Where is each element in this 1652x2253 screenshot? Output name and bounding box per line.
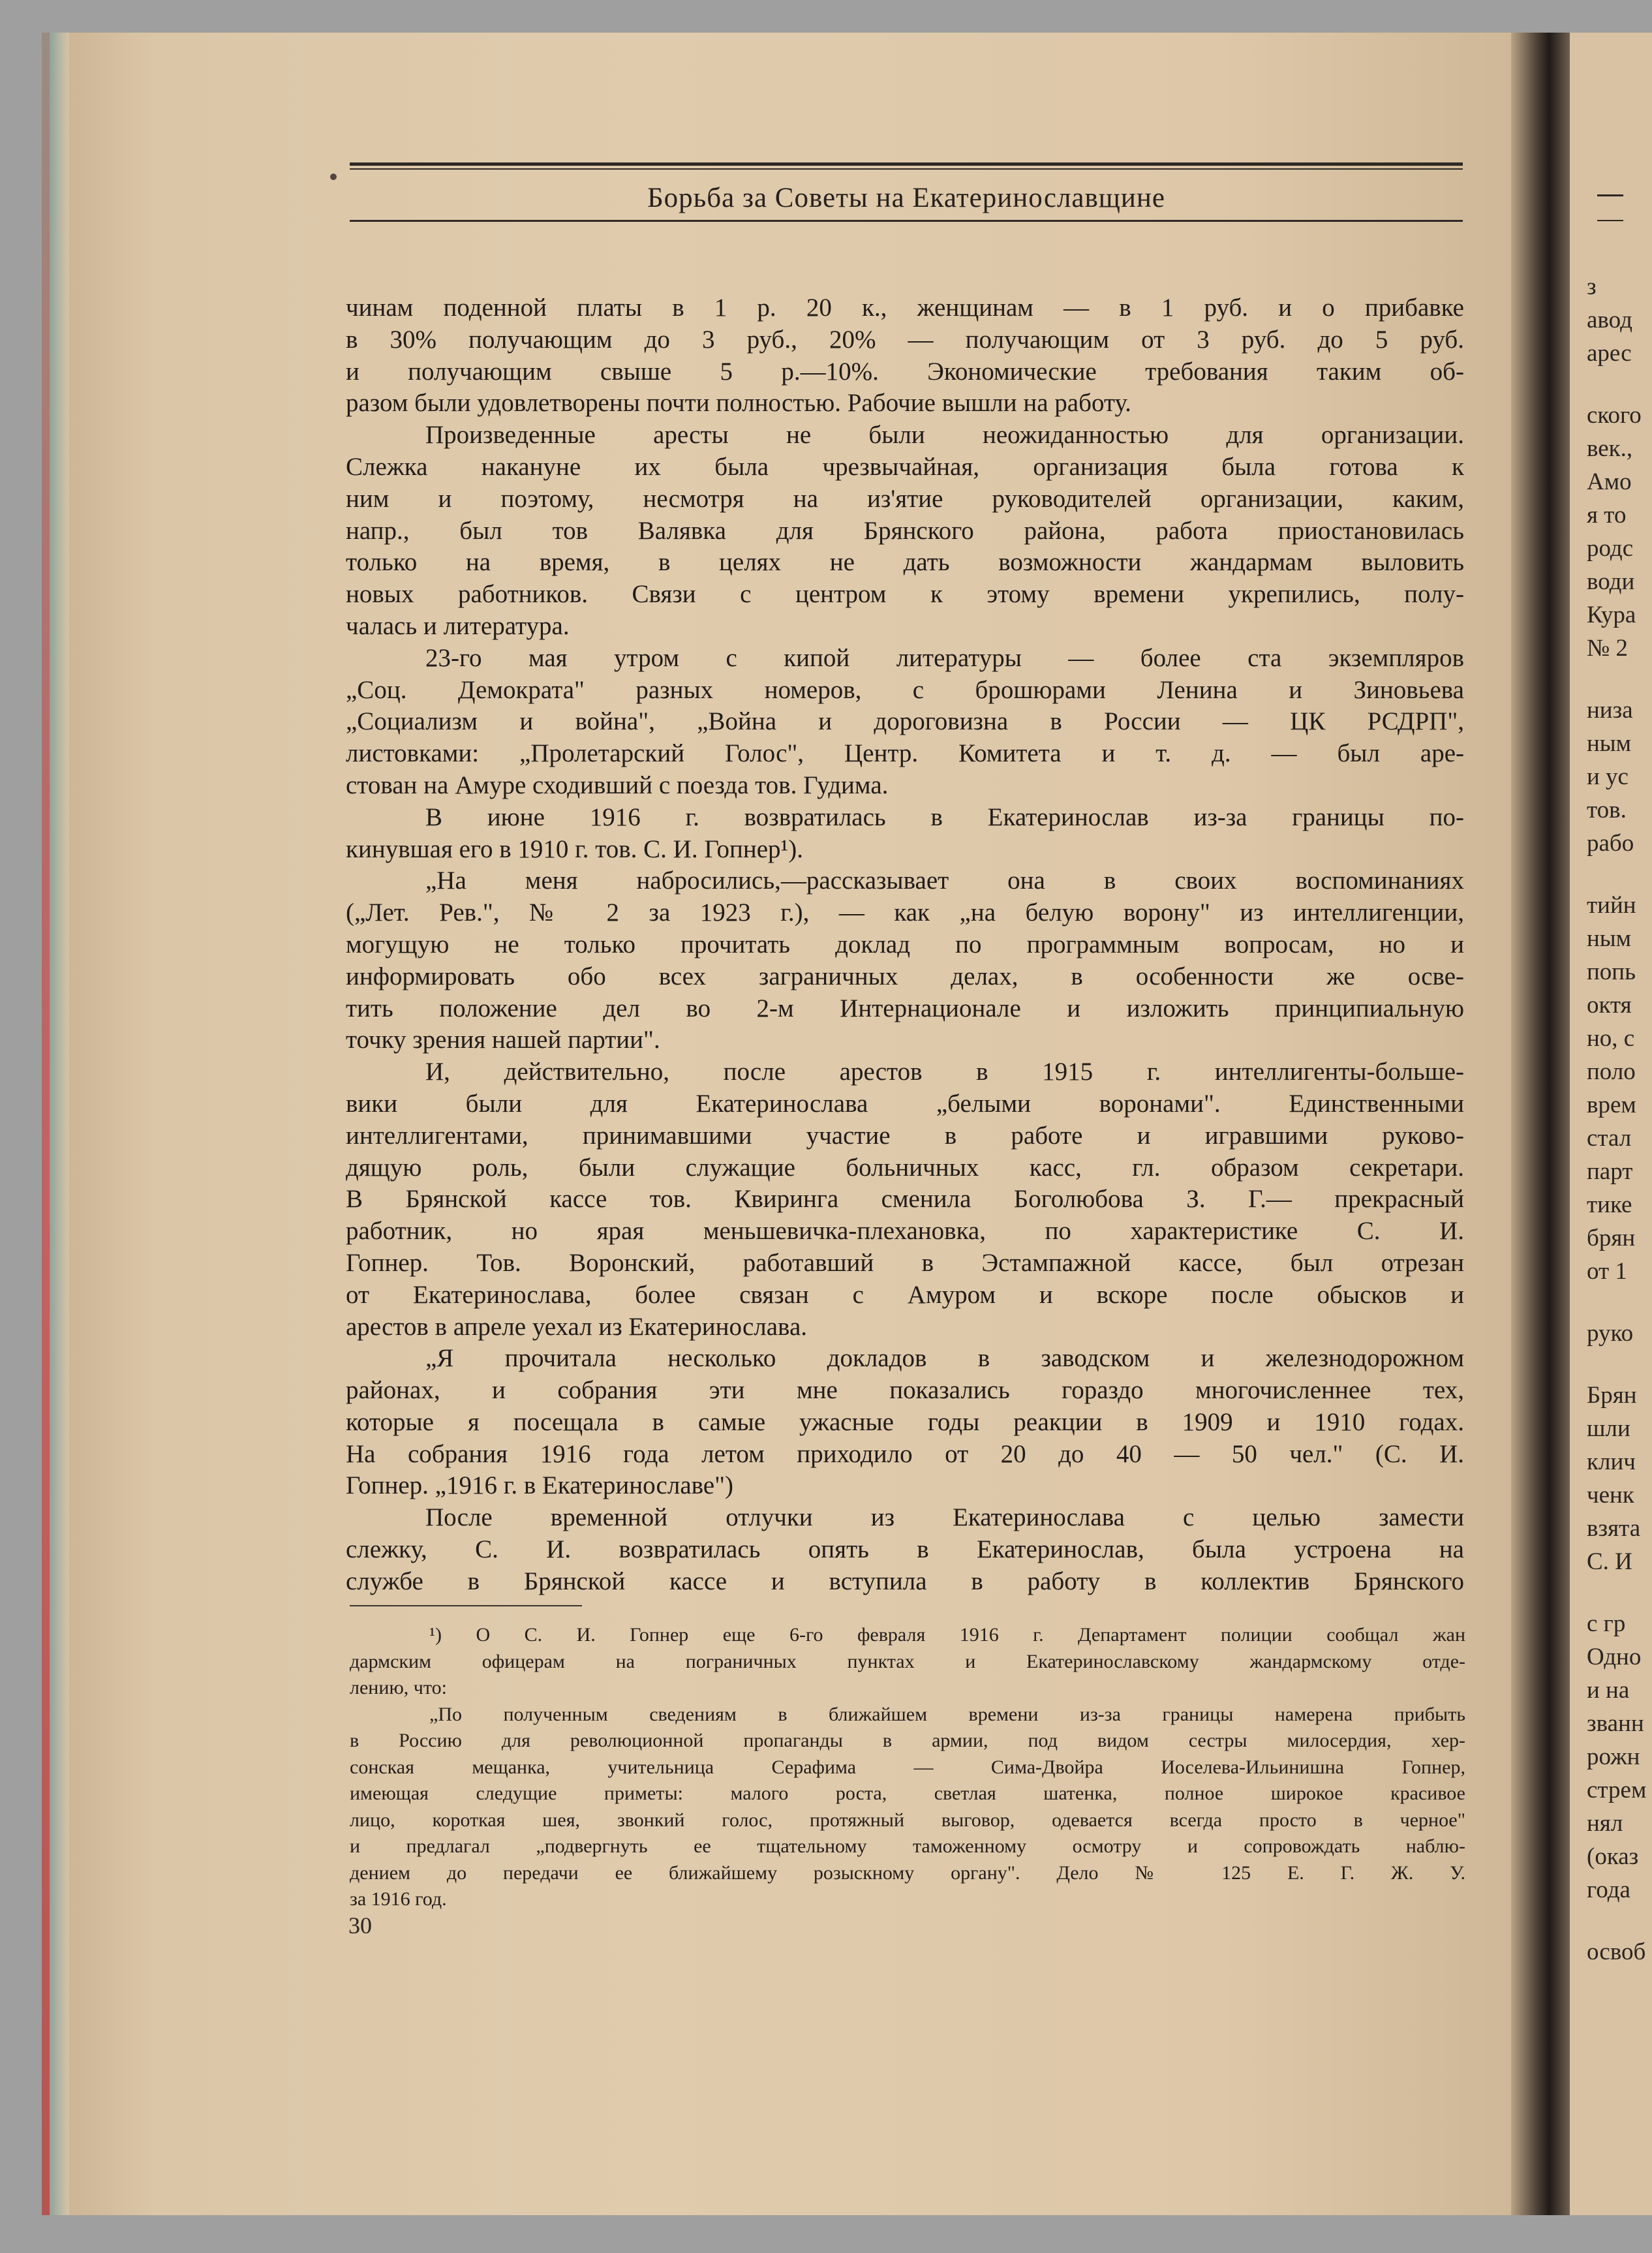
next-page-fragment: води [1587, 568, 1635, 595]
next-page-fragment: рабо [1587, 830, 1634, 857]
next-page-fragment: стрем [1587, 1777, 1647, 1803]
next-page-fragment: попь [1587, 958, 1636, 985]
text-line: от Екатеринослава, более связан с Амуром и вскоре после обысков и [346, 1280, 1464, 1309]
text-line: Произведенные аресты не были неожиданностью для организации. [425, 421, 1464, 450]
text-line: информировать обо всех заграничных делах, в особенности же осве- [346, 962, 1464, 990]
text-line: ним и поэтому, несмотря на из'ятие руководителей организации, каким, [346, 484, 1464, 513]
next-page-fragment: ным [1587, 925, 1632, 952]
next-page-fragment: октя [1587, 992, 1632, 1019]
text-line: только на время, в целях не дать возможности жандармам выловить [346, 548, 1464, 577]
next-page-fragment: ным [1587, 730, 1632, 757]
next-page-fragment: тике [1587, 1191, 1632, 1218]
next-page-fragment: рожн [1587, 1743, 1640, 1770]
next-page-fragment: тов. [1587, 797, 1627, 823]
header-rule-bottom [350, 220, 1463, 222]
next-page-fragment: (оказ [1587, 1843, 1639, 1870]
next-page-fragment: нял [1587, 1810, 1623, 1837]
text-line: „На меня набросились,—рассказывает она в своих воспоминаниях [425, 866, 1464, 895]
footnote-divider [350, 1605, 582, 1606]
page-edge-shadow [50, 33, 69, 2215]
text-line: Слежка накануне их была чрезвычайная, организация была готова к [346, 452, 1464, 481]
text-line: напр., был тов Валявка для Брянского района, работа приостановилась [346, 516, 1464, 545]
page-number: 30 [348, 1912, 372, 1939]
next-page-fragment: освоб [1587, 1939, 1646, 1965]
next-page-fragment: стал [1587, 1125, 1632, 1152]
next-page-fragment: но, с [1587, 1025, 1635, 1052]
text-line: 23-го мая утром с кипой литературы — более ста экземпляров [425, 643, 1464, 672]
footnote-line: лицо, короткая шея, звонкий голос, протяжный выговор, одевается всегда просто в черное" [350, 1809, 1465, 1831]
main-text [346, 292, 1464, 1598]
text-line: Гопнер. Тов. Воронский, работавший в Эстампажной кассе, был отрезан [346, 1248, 1464, 1277]
text-line: В Брянской кассе тов. Квиринга сменила Боголюбова З. Г.— прекрасный [346, 1185, 1464, 1214]
text-line: могущую не только прочитать доклад по программным вопросам, но и [346, 930, 1464, 958]
next-page-fragment: парт [1587, 1158, 1633, 1185]
next-page-fragment: з [1587, 273, 1597, 300]
next-page-fragment: и ус [1587, 763, 1629, 790]
next-page-header-rule-bottom [1597, 220, 1623, 221]
text-line: чалась и литература. [346, 611, 570, 640]
next-page-fragment: авод [1587, 307, 1632, 333]
next-page-fragment: года [1587, 1877, 1630, 1903]
text-line: которые я посещала в самые ужасные годы реакции в 1909 и 1910 годах. [346, 1407, 1464, 1436]
next-page-fragment: ченк [1587, 1482, 1634, 1509]
next-page-fragment: от 1 [1587, 1258, 1627, 1285]
footnote-line: лению, что: [350, 1677, 447, 1698]
next-page-fragment: ского [1587, 402, 1642, 429]
text-line: в 30% получающим до 3 руб., 20% — получающим от 3 руб. до 5 руб. [346, 325, 1464, 354]
footnote-line: сонская мещанка, учительница Серафима — Сима-Двойра Иоселева-Ильинишна Гопнер, [350, 1756, 1465, 1778]
footnote-line: в Россию для революционной пропаганды в армии, под видом сестры милосердия, хер- [350, 1730, 1465, 1751]
next-page-fragment: я то [1587, 502, 1627, 529]
footnote-line: имеющая следущие приметы: малого роста, светлая шатенка, полное широкое красивое [350, 1783, 1465, 1804]
text-line: В июне 1916 г. возвратилась в Екатеринослав из-за границы по- [425, 803, 1464, 831]
text-line: „Соц. Демократа" разных номеров, с брошюрами Ленина и Зиновьева [346, 675, 1464, 704]
text-line: И, действительно, после арестов в 1915 г. интеллигенты-больше- [425, 1058, 1464, 1086]
next-page-header-rule [1597, 194, 1623, 196]
text-line: арестов в апреле уехал из Екатеринослава. [346, 1312, 808, 1341]
text-line: стован на Амуре сходивший с поезда тов. Гудима. [346, 771, 889, 799]
next-page-fragment: Амо [1587, 468, 1632, 495]
text-line: работник, но ярая меньшевичка-плехановка, по характеристике С. И. [346, 1217, 1464, 1246]
text-line: новых работников. Связи с центром к этому времени укрепились, полу- [346, 580, 1464, 609]
next-page-fragment: С. И [1587, 1548, 1632, 1575]
next-page-fragment: и на [1587, 1677, 1630, 1704]
next-page-fragment: званн [1587, 1710, 1644, 1737]
text-line: дящую роль, были служащие больничных касс, гл. образом секретари. [346, 1153, 1464, 1182]
footnote-line: дармским офицерам на пограничных пунктах и Екатеринославскому жандармскому отде- [350, 1650, 1465, 1672]
next-page-fragment: № 2 [1587, 635, 1629, 662]
next-page-fragment: Брян [1587, 1382, 1637, 1409]
text-line: разом были удовлетворены почти полностью. Рабочие вышли на работу. [346, 389, 1131, 418]
text-line: („Лет. Рев.", № 2 за 1923 г.), — как „на белую ворону" из интеллигенции, [346, 898, 1464, 927]
text-line: чинам поденной платы в 1 р. 20 к., женщинам — в 1 руб. и о прибавке [346, 294, 1464, 322]
text-line: тить положение дел во 2-м Интернационале и изложить принципиальную [346, 994, 1464, 1022]
footnote-line: дением до передачи ее ближайшему розыскному органу". Дело № 125 Е. Г. Ж. У. [350, 1862, 1465, 1884]
text-line: вики были для Екатеринослава „белыми воронами". Единственными [346, 1089, 1464, 1118]
text-line: кинувшая его в 1910 г. тов. С. И. Гопнер¹). [346, 835, 803, 863]
ink-speck [330, 174, 337, 180]
header-rule-top [350, 162, 1463, 166]
next-page-fragment: шли [1587, 1415, 1630, 1442]
text-line: После временной отлучки из Екатеринослава с целью замести [425, 1503, 1464, 1532]
text-line: районах, и собрания эти мне показались гораздо многочисленнее тех, [346, 1376, 1464, 1405]
text-line: „Я прочитала несколько докладов в заводском и железнодорожном [425, 1344, 1464, 1373]
next-page-fragment: век., [1587, 435, 1633, 462]
footnote-line: и предлагал „подвергнуть ее тщательному таможенному осмотру и сопровождать наблю- [350, 1835, 1465, 1857]
next-page-fragment: тийн [1587, 892, 1636, 919]
book-cover-edge [42, 33, 50, 2215]
footnote-line: за 1916 год. [350, 1888, 447, 1910]
header-rule-top-thin [350, 168, 1463, 170]
text-line: Гопнер. „1916 г. в Екатеринославе") [346, 1471, 734, 1500]
text-line: и получающим свыше 5 р.—10%. Экономические требования таким об- [346, 357, 1464, 386]
book-spine-gutter [1511, 33, 1570, 2215]
text-line: службе в Брянской кассе и вступила в работу в коллектив Брянского [346, 1567, 1464, 1595]
footnote-line: „По полученным сведениям в ближайшем времени из-за границы намерена прибыть [429, 1703, 1465, 1725]
next-page-fragment: взята [1587, 1515, 1641, 1542]
footnotes [350, 1622, 1465, 1913]
next-page-fragment: поло [1587, 1058, 1636, 1085]
next-page-fragment: клич [1587, 1448, 1636, 1475]
next-page-fragment: родс [1587, 535, 1634, 562]
text-line: интеллигентами, принимавшими участие в работе и игравшими руково- [346, 1121, 1464, 1150]
next-page-fragment: Одно [1587, 1644, 1642, 1670]
text-line: На собрания 1916 года летом приходило от 20 до 40 — 50 чел." (С. И. [346, 1439, 1464, 1468]
next-page-fragment: Кура [1587, 602, 1636, 628]
next-page-fragment: брян [1587, 1225, 1636, 1251]
text-line: листовками: „Пролетарский Голос", Центр. Комитета и т. д. — был аре- [346, 739, 1464, 768]
next-page-fragment: арес [1587, 340, 1632, 367]
running-head: Борьба за Советы на Екатеринославщине [647, 183, 1166, 213]
text-line: точку зрения нашей партии". [346, 1026, 660, 1054]
footnote-line: ¹) О С. И. Гопнер еще 6-го февраля 1916 г. Департамент полиции сообщал жан [429, 1624, 1465, 1646]
next-page-fragment: с гр [1587, 1610, 1626, 1637]
next-page-fragment: низа [1587, 697, 1633, 724]
next-page-fragment: врем [1587, 1092, 1636, 1118]
text-line: слежку, С. И. возвратилась опять в Екатеринослав, была устроена на [346, 1535, 1464, 1564]
text-line: „Социализм и война", „Война и дороговизна в России — ЦК РСДРП", [346, 707, 1464, 736]
next-page-fragment: руко [1587, 1320, 1634, 1347]
